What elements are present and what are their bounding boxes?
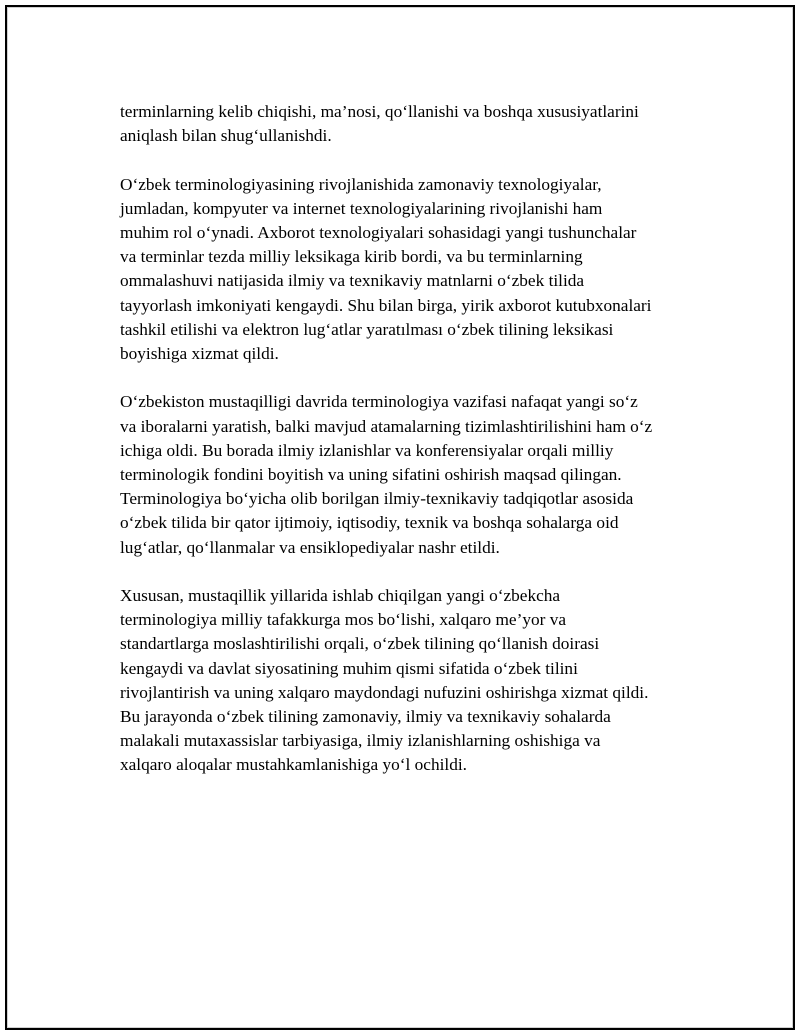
text-line: lug‘atlar, qo‘llanmalar va ensiklopediyalar nashr etildi. [120, 537, 500, 557]
text-line: O‘zbekiston mustaqilligi davrida terminologiya vazifasi nafaqat yangi so‘z [120, 392, 638, 412]
paragraph-3 [120, 390, 694, 559]
text-line: terminlarning kelib chiqishi, ma’nosi, qo‘llanishi va boshqa xususiyatlarini [120, 102, 639, 121]
document-body [120, 100, 694, 802]
text-line: boyishiga xizmat qildi. [120, 344, 279, 364]
text-line: va iboralarni yaratish, balki mavjud atamalarning tizimlashtirilishini ham o‘z [120, 416, 653, 436]
text-line: malakali mutaxassislar tarbiyasiga, ilmiy izlanishlarning oshishiga va [120, 731, 601, 751]
text-line: standartlarga moslashtirilishi orqali, o‘zbek tilining qo‘llanish doirasi [120, 634, 600, 654]
text-line: O‘zbek terminologiyasining rivojlanishida zamonaviy texnologiyalar, [120, 174, 602, 194]
text-line: jumladan, kompyuter va internet texnologiyalarining rivojlanishi ham [120, 198, 603, 218]
text-line: xalqaro aloqalar mustahkamlanishiga yo‘l ochildi. [120, 755, 467, 775]
text-line: va terminlar tezda milliy leksikaga kirib bordi, va bu terminlarning [120, 247, 583, 267]
text-line: muhim rol o‘ynadi. Axborot texnologiyalari sohasidagi yangi tushunchalar [120, 223, 637, 242]
document-page [5, 5, 795, 1030]
paragraph-1 [120, 100, 694, 148]
text-line: terminologik fondini boyitish va uning sifatini oshirish maqsad qilingan. [120, 465, 622, 485]
text-line: o‘zbek tilida bir qator ijtimoiy, iqtisodiy, texnik va boshqa sohalarga oid [120, 513, 619, 533]
text-line: Terminologiya bo‘yicha olib borilgan ilmiy-texnikaviy tadqiqotlar asosida [120, 489, 634, 509]
text-line: rivojlantirish va uning xalqaro maydondagi nufuzini oshirishga xizmat qildi. [120, 682, 649, 702]
text-line: ichiga oldi. Bu borada ilmiy izlanishlar va konferensiyalar orqali milliy [120, 440, 614, 460]
text-line: Xususan, mustaqillik yillarida ishlab chiqilgan yangi o‘zbekcha [120, 586, 561, 606]
paragraph-2 [120, 173, 694, 367]
text-line: terminologiya milliy tafakkurga mos bo‘lishi, xalqaro me’yor va [120, 610, 567, 630]
text-line: kengaydi va davlat siyosatining muhim qismi sifatida o‘zbek tilini [120, 658, 578, 678]
text-line: ommalashuvi natijasida ilmiy va texnikaviy matnlarni o‘zbek tilida [120, 271, 585, 291]
text-line: tashkil etilishi va elektron lug‘atlar yaratılması o‘zbek tilining leksikasi [120, 319, 614, 339]
text-line: Bu jarayonda o‘zbek tilining zamonaviy, ilmiy va texnikaviy sohalarda [120, 707, 611, 727]
paragraph-4 [120, 584, 694, 778]
text-line: tayyorlash imkoniyati kengaydi. Shu bilan birga, yirik axborot kutubxonalari [120, 295, 652, 315]
text-line: aniqlash bilan shug‘ullanishdi. [120, 126, 332, 146]
